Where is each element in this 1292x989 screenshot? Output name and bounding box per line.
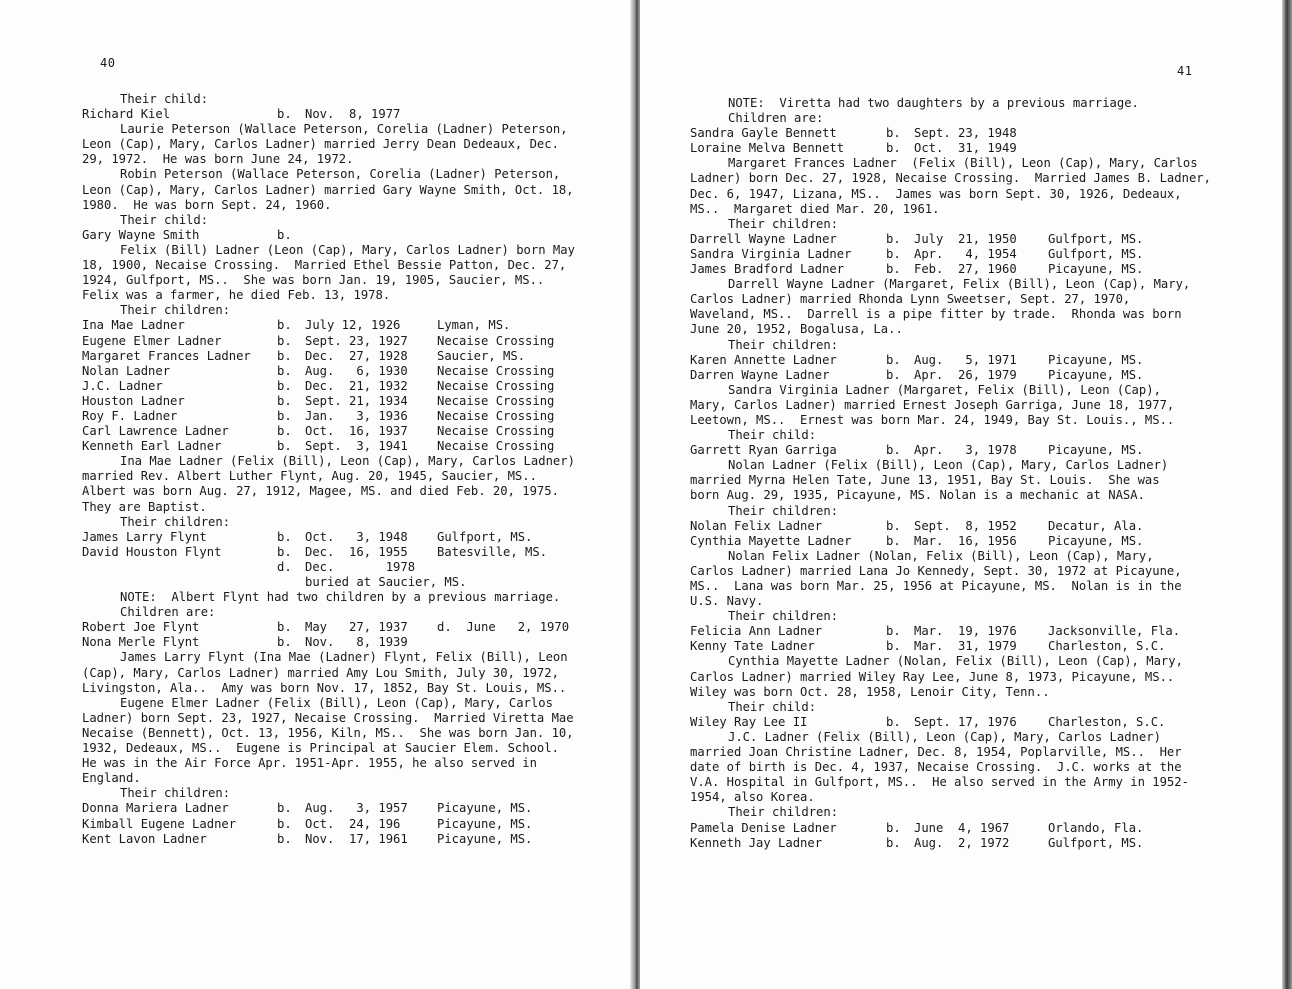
event-date: Nov. 17, 1961 xyxy=(305,831,408,846)
event-place: Gulfport, MS. xyxy=(1048,835,1144,850)
text-line: 1954, also Korea. xyxy=(690,790,815,805)
text-line: Felix (Bill) Ladner (Leon (Cap), Mary, Carlos Ladner) born May xyxy=(120,242,575,257)
child-entry-row xyxy=(82,318,575,333)
event-marker xyxy=(277,575,305,590)
event-place: Gulfport, MS. xyxy=(1048,231,1144,246)
event-place: Necaise Crossing xyxy=(437,393,555,408)
event-place: Picayune, MS. xyxy=(437,801,533,816)
text-line: Carlos Ladner) married Wiley Ray Lee, June 8, 1973, Picayune, MS.. xyxy=(690,669,1175,684)
event-date: Nov. 8, 1939 xyxy=(305,635,408,650)
event-place: Picayune, MS. xyxy=(437,831,533,846)
event-place: Decatur, Ala. xyxy=(1048,518,1144,533)
text-line: J.C. Ladner (Felix (Bill), Leon (Cap), Mary, Carlos Ladner) xyxy=(728,729,1161,744)
event-date: Dec. 21, 1932 xyxy=(305,378,408,393)
child-name: Carl Lawrence Ladner xyxy=(82,424,229,439)
child-entry-row xyxy=(82,107,575,122)
child-name: Houston Ladner xyxy=(82,393,185,408)
event-date: Feb. 27, 1960 xyxy=(914,262,1017,277)
event-marker: b. xyxy=(277,227,292,242)
text-line: MS.. Lana was born Mar. 25, 1956 at Picayune, MS. Nolan is in the xyxy=(690,579,1182,593)
event-date: Apr. 26, 1979 xyxy=(914,367,1017,382)
event-marker: b. xyxy=(277,544,292,559)
text-line: 1932, Dedeaux, MS.. Eugene is Principal at Saucier Elem. School. xyxy=(82,741,559,756)
event-date: Jan. 3, 1936 xyxy=(305,408,408,423)
event-marker: b. xyxy=(886,141,901,156)
event-marker: b. xyxy=(277,620,292,635)
text-line: Leetown, MS.. Ernest was born Mar. 24, 1949, Bay St. Louis., MS.. xyxy=(690,412,1175,427)
text-line: Ladner) born Sept. 23, 1927, Necaise Crossing. Married Viretta Mae xyxy=(82,710,574,725)
child-entry-row xyxy=(690,715,1211,730)
child-name: Felicia Ann Ladner xyxy=(690,624,823,639)
child-name: Darrell Wayne Ladner xyxy=(690,231,837,246)
event-marker: b. xyxy=(277,393,292,408)
text-line: NOTE: Viretta had two daughters by a previous marriage. xyxy=(728,96,1139,110)
text-line: NOTE: Albert Flynt had two children by a previous marriage. xyxy=(120,590,561,605)
event-place: Orlando, Fla. xyxy=(1048,820,1144,835)
text-line: Their child: xyxy=(728,428,817,443)
event-marker: d. xyxy=(277,559,292,574)
text-line: Carlos Ladner) married Rhonda Lynn Sweetser, Sept. 27, 1970, xyxy=(690,292,1131,307)
text-line: Ina Mae Ladner (Felix (Bill), Leon (Cap), Mary, Carlos Ladner) xyxy=(120,454,575,469)
event-place: Picayune, MS. xyxy=(1048,443,1144,458)
child-entry-row xyxy=(82,817,575,832)
text-line: Their children: xyxy=(120,514,231,529)
event-marker: b. xyxy=(277,107,292,122)
text-line: Children are: xyxy=(728,111,824,126)
event-date: Oct. 3, 1948 xyxy=(305,529,408,544)
child-entry-row xyxy=(82,801,575,816)
child-entry-row xyxy=(690,639,1211,654)
event-place: Necaise Crossing xyxy=(437,333,555,348)
page-number: 41 xyxy=(1177,64,1193,78)
child-entry-row xyxy=(82,439,575,454)
text-line: 1924, Gulfport, MS.. She was born Jan. 19, 1905, Saucier, MS.. xyxy=(82,273,545,288)
event-place: Necaise Crossing xyxy=(437,378,555,393)
child-name: Sandra Gayle Bennett xyxy=(690,126,837,141)
child-entry-row xyxy=(82,409,575,424)
event-date: Nov. 8, 1977 xyxy=(305,107,401,122)
event-place: Batesville, MS. xyxy=(437,544,548,559)
event-marker: b. xyxy=(886,443,901,458)
event-marker: b. xyxy=(277,424,292,439)
event-date: Sept. 23, 1927 xyxy=(305,333,408,348)
child-name: James Larry Flynt xyxy=(82,529,207,544)
child-name: J.C. Ladner xyxy=(82,378,163,393)
event-marker: b. xyxy=(886,518,901,533)
event-place: Lyman, MS. xyxy=(437,318,511,333)
event-marker: b. xyxy=(277,529,292,544)
text-line: June 20, 1952, Bogalusa, La.. xyxy=(690,322,903,337)
child-name: Kent Lavon Ladner xyxy=(82,831,207,846)
child-name: Eugene Elmer Ladner xyxy=(82,333,222,348)
event-date: Sept. 17, 1976 xyxy=(914,714,1017,729)
text-line: Children are: xyxy=(120,605,216,620)
event-date: Oct. 24, 196 xyxy=(305,816,401,831)
child-entry-row xyxy=(690,141,1211,156)
child-name: Garrett Ryan Garriga xyxy=(690,443,837,458)
child-entry-row xyxy=(82,228,575,243)
event-marker: b. xyxy=(886,246,901,261)
child-name: Pamela Denise Ladner xyxy=(690,820,837,835)
event-date: July 21, 1950 xyxy=(914,231,1017,246)
child-entry-row xyxy=(82,635,575,650)
child-name: Nolan Felix Ladner xyxy=(690,518,823,533)
child-name: Cynthia Mayette Ladner xyxy=(690,533,852,548)
child-name: Darren Wayne Ladner xyxy=(690,367,830,382)
child-entry-row xyxy=(82,334,575,349)
child-name: James Bradford Ladner xyxy=(690,262,845,277)
child-entry-row xyxy=(690,126,1211,141)
child-name: Kimball Eugene Ladner xyxy=(82,816,237,831)
event-marker: b. xyxy=(886,533,901,548)
event-marker: b. xyxy=(886,714,901,729)
child-name: Roy F. Ladner xyxy=(82,408,178,423)
event-date: Aug. 6, 1930 xyxy=(305,363,408,378)
text-line: MS.. Margaret died Mar. 20, 1961. xyxy=(690,201,940,216)
event-date: Sept. 21, 1934 xyxy=(305,393,408,408)
child-name xyxy=(82,575,277,590)
right-page xyxy=(640,0,1292,989)
event-place: Necaise Crossing xyxy=(437,424,555,439)
child-name xyxy=(82,560,277,575)
event-marker: b. xyxy=(886,231,901,246)
child-entry-row xyxy=(82,379,575,394)
event-date: Mar. 19, 1976 xyxy=(914,624,1017,639)
child-name: Robert Joe Flynt xyxy=(82,620,200,635)
text-line: Carlos Ladner) married Lana Jo Kennedy, Sept. 30, 1972 at Picayune, xyxy=(690,563,1182,578)
child-entry-row xyxy=(690,821,1211,836)
child-entry-row xyxy=(690,368,1211,383)
text-line: married Rev. Albert Luther Flynt, Aug. 20, 1945, Saucier, MS.. xyxy=(82,469,537,484)
text-line: Their children: xyxy=(728,503,839,518)
event-place: Picayune, MS. xyxy=(1048,262,1144,277)
child-name: Karen Annette Ladner xyxy=(690,352,837,367)
text-line: Leon (Cap), Mary, Carlos Ladner) married Jerry Dean Dedeaux, Dec. xyxy=(82,137,559,152)
event-place: Picayune, MS. xyxy=(437,816,533,831)
event-date: Dec. 1978 xyxy=(305,559,416,574)
text-line: Nolan Felix Ladner (Nolan, Felix (Bill), Leon (Cap), Mary, xyxy=(728,548,1154,563)
child-entry-row xyxy=(82,530,575,545)
event-date: Sept. 8, 1952 xyxy=(914,518,1017,533)
child-name: Margaret Frances Ladner xyxy=(82,348,251,363)
text-line: Necaise (Bennett), Oct. 13, 1956, Kiln, MS.. She was born Jan. 10, xyxy=(82,725,574,740)
text-line: Nolan Ladner (Felix (Bill), Leon (Cap), Mary, Carlos Ladner) xyxy=(728,458,1169,473)
child-name: Kenny Tate Ladner xyxy=(690,639,815,654)
event-marker: b. xyxy=(886,126,901,141)
child-entry-row xyxy=(82,560,575,575)
event-date: Mar. 31, 1979 xyxy=(914,639,1017,654)
event-date: July 12, 1926 xyxy=(305,318,401,333)
text-line: Sandra Virginia Ladner (Margaret, Felix (Bill), Leon (Cap), xyxy=(728,382,1161,397)
child-name: Donna Mariera Ladner xyxy=(82,801,229,816)
child-entry-row xyxy=(82,424,575,439)
text-line: Robin Peterson (Wallace Peterson, Corelia (Ladner) Peterson, xyxy=(120,167,561,182)
text-line: Their children: xyxy=(728,337,839,352)
text-line: He was in the Air Force Apr. 1951-Apr. 1955, he also served in xyxy=(82,756,537,771)
text-line: Their child: xyxy=(120,212,209,227)
page-number: 40 xyxy=(100,56,116,70)
event-date: Sept. 3, 1941 xyxy=(305,439,408,454)
text-line: Laurie Peterson (Wallace Peterson, Corelia (Ladner) Peterson, xyxy=(120,122,568,137)
text-line: born Aug. 29, 1935, Picayune, MS. Nolan is a mechanic at NASA. xyxy=(690,488,1145,503)
event-date: Sept. 23, 1948 xyxy=(914,126,1017,141)
child-entry-row xyxy=(82,575,575,590)
child-name: Loraine Melva Bennett xyxy=(690,141,845,156)
text-line: Their children: xyxy=(728,216,839,231)
text-line: Their children: xyxy=(728,805,839,820)
event-place: Gulfport, MS. xyxy=(437,529,533,544)
text-line: England. xyxy=(82,771,141,786)
event-place: Picayune, MS. xyxy=(1048,533,1144,548)
child-name: Kenneth Jay Ladner xyxy=(690,835,823,850)
text-line: Their children: xyxy=(120,303,231,318)
child-name: Sandra Virginia Ladner xyxy=(690,246,852,261)
child-entry-row xyxy=(690,534,1211,549)
text-line: They are Baptist. xyxy=(82,499,207,514)
child-entry-row xyxy=(82,349,575,364)
child-name: Gary Wayne Smith xyxy=(82,227,200,242)
text-line: Mary, Carlos Ladner) married Ernest Joseph Garriga, June 18, 1977, xyxy=(690,397,1175,412)
child-name: Nona Merle Flynt xyxy=(82,635,200,650)
event-marker: b. xyxy=(886,624,901,639)
event-date: Aug. 3, 1957 xyxy=(305,801,408,816)
event-date: May 27, 1937 xyxy=(305,620,408,635)
event-place: Necaise Crossing xyxy=(437,408,555,423)
child-entry-row xyxy=(690,836,1211,851)
event-marker: b. xyxy=(277,439,292,454)
text-line: Leon (Cap), Mary, Carlos Ladner) married Gary Wayne Smith, Oct. 18, xyxy=(82,182,574,197)
text-line: V.A. Hospital in Gulfport, MS.. He also served in the Army in 1952- xyxy=(690,775,1189,790)
text-line: Their child: xyxy=(728,699,817,714)
event-place: d. June 2, 1970 xyxy=(437,620,570,635)
text-line: Livingston, Ala.. Amy was born Nov. 17, 1852, Bay St. Louis, MS.. xyxy=(82,680,567,695)
event-date: Oct. 16, 1937 xyxy=(305,424,408,439)
child-entry-row xyxy=(82,364,575,379)
event-place: Charleston, S.C. xyxy=(1048,714,1166,729)
child-entry-row xyxy=(82,620,575,635)
event-marker: b. xyxy=(886,352,901,367)
event-marker: b. xyxy=(886,262,901,277)
event-date: Apr. 4, 1954 xyxy=(914,246,1017,261)
text-line: married Myrna Helen Tate, June 13, 1951, Bay St. Louis. She was xyxy=(690,473,1160,488)
text-line: Their children: xyxy=(728,609,839,624)
event-marker: b. xyxy=(277,816,292,831)
event-marker: b. xyxy=(277,318,292,333)
text-line: Waveland, MS.. Darrell is a pipe fitter by trade. Rhonda was born xyxy=(690,307,1182,322)
event-marker: b. xyxy=(886,820,901,835)
text-line: Albert was born Aug. 27, 1912, Magee, MS. and died Feb. 20, 1975. xyxy=(82,484,559,499)
event-place: Charleston, S.C. xyxy=(1048,639,1166,654)
event-date: Oct. 31, 1949 xyxy=(914,141,1017,156)
event-place: Picayune, MS. xyxy=(1048,352,1144,367)
event-date: Aug. 2, 1972 xyxy=(914,835,1010,850)
text-line: Dec. 6, 1947, Lizana, MS.. James was born Sept. 30, 1926, Dedeaux, xyxy=(690,186,1182,201)
event-marker: b. xyxy=(277,801,292,816)
text-line: Darrell Wayne Ladner (Margaret, Felix (Bill), Leon (Cap), Mary, xyxy=(728,277,1191,292)
page-edge xyxy=(1282,0,1292,989)
child-entry-row xyxy=(690,262,1211,277)
text-line: Wiley was born Oct. 28, 1958, Lenoir City, Tenn.. xyxy=(690,684,1050,699)
event-marker: b. xyxy=(277,408,292,423)
child-entry-row xyxy=(82,545,575,560)
text-line: Their child: xyxy=(120,92,209,106)
event-place: Necaise Crossing xyxy=(437,439,555,454)
text-line: (Cap), Mary, Carlos Ladner) married Amy Lou Smith, July 30, 1972, xyxy=(82,665,559,680)
event-place: Saucier, MS. xyxy=(437,348,526,363)
text-line: married Joan Christine Ladner, Dec. 8, 1954, Poplarville, MS.. Her xyxy=(690,745,1182,760)
text-line: 29, 1972. He was born June 24, 1972. xyxy=(82,152,354,167)
text-line: U.S. Navy. xyxy=(690,594,764,609)
event-date: buried at Saucier, MS. xyxy=(305,575,467,589)
genealogy-text xyxy=(82,92,575,847)
child-entry-row xyxy=(690,247,1211,262)
event-date: Apr. 3, 1978 xyxy=(914,443,1017,458)
text-line: Eugene Elmer Ladner (Felix (Bill), Leon (Cap), Mary, Carlos xyxy=(120,695,553,710)
event-marker: b. xyxy=(277,635,292,650)
event-date: June 4, 1967 xyxy=(914,820,1010,835)
text-line: Felix was a farmer, he died Feb. 13, 1978. xyxy=(82,288,391,303)
child-name: David Houston Flynt xyxy=(82,544,222,559)
text-line: Margaret Frances Ladner (Felix (Bill), Leon (Cap), Mary, Carlos xyxy=(728,156,1198,171)
event-date xyxy=(305,228,437,243)
event-date: Mar. 16, 1956 xyxy=(914,533,1017,548)
event-marker: b. xyxy=(886,367,901,382)
text-line: Cynthia Mayette Ladner (Nolan, Felix (Bill), Leon (Cap), Mary, xyxy=(728,654,1183,669)
event-place: Jacksonville, Fla. xyxy=(1048,624,1181,639)
child-name: Nolan Ladner xyxy=(82,363,171,378)
event-marker: b. xyxy=(277,378,292,393)
event-marker: b. xyxy=(277,333,292,348)
text-line: James Larry Flynt (Ina Mae (Ladner) Flynt, Felix (Bill), Leon xyxy=(120,650,568,665)
genealogy-text xyxy=(690,96,1211,851)
child-entry-row xyxy=(690,624,1211,639)
event-place: Picayune, MS. xyxy=(1048,367,1144,382)
child-entry-row xyxy=(690,353,1211,368)
event-marker: b. xyxy=(277,348,292,363)
text-line: date of birth is Dec. 4, 1937, Necaise Crossing. J.C. works at the xyxy=(690,760,1182,775)
child-name: Ina Mae Ladner xyxy=(82,318,185,333)
child-entry-row xyxy=(82,832,575,847)
event-place: Gulfport, MS. xyxy=(1048,246,1144,261)
event-date: Dec. 16, 1955 xyxy=(305,544,408,559)
child-name: Wiley Ray Lee II xyxy=(690,714,808,729)
child-name: Richard Kiel xyxy=(82,107,171,122)
child-entry-row xyxy=(82,394,575,409)
event-date: Aug. 5, 1971 xyxy=(914,352,1017,367)
event-marker: b. xyxy=(886,639,901,654)
left-page xyxy=(0,0,632,989)
text-line: Their children: xyxy=(120,786,231,801)
event-place: Necaise Crossing xyxy=(437,363,555,378)
event-marker: b. xyxy=(277,831,292,846)
text-line: 18, 1900, Necaise Crossing. Married Ethel Bessie Patton, Dec. 27, xyxy=(82,258,567,273)
child-entry-row xyxy=(690,519,1211,534)
child-entry-row xyxy=(690,443,1211,458)
child-entry-row xyxy=(690,232,1211,247)
text-line: Ladner) born Dec. 27, 1928, Necaise Crossing. Married James B. Ladner, xyxy=(690,171,1211,186)
event-marker: b. xyxy=(886,835,901,850)
event-date: Dec. 27, 1928 xyxy=(305,348,408,363)
text-line: 1980. He was born Sept. 24, 1960. xyxy=(82,197,332,212)
child-name: Kenneth Earl Ladner xyxy=(82,439,222,454)
event-marker: b. xyxy=(277,363,292,378)
